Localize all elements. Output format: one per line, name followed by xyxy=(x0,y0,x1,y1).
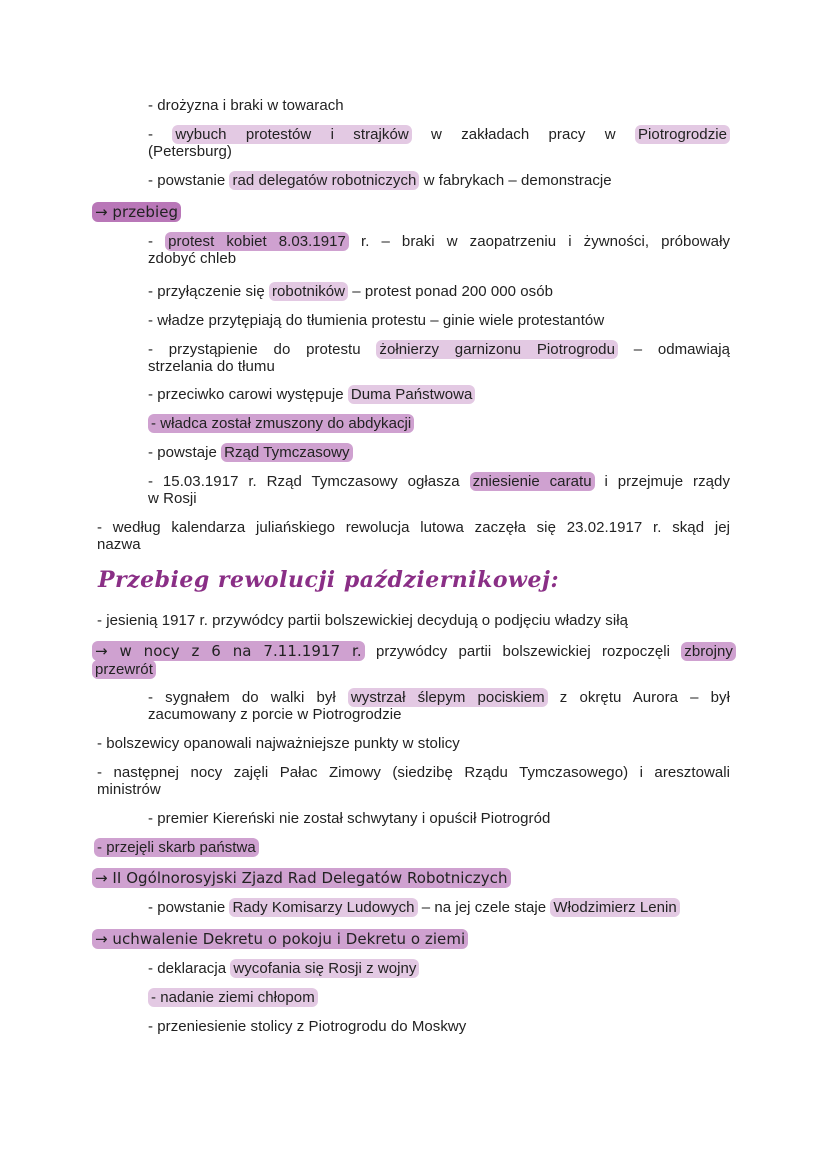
note-line xyxy=(148,960,419,977)
note-line xyxy=(148,97,344,114)
note-text: - jesienią 1917 r. przywódcy partii bolszewickiej decydują o podjęciu władzy siłą xyxy=(97,612,628,629)
note-line xyxy=(148,341,730,358)
note-line xyxy=(148,312,604,329)
highlight: zniesienie caratu xyxy=(470,472,595,491)
note-text: przywódcy partii bolszewickiej rozpoczęli xyxy=(364,643,682,660)
note-line xyxy=(148,415,414,432)
note-text: - następnej nocy zajęli Pałac Zimowy (siedzibę Rządu Tymczasowego) i aresztowali xyxy=(97,764,730,781)
note-text: – odmawiają xyxy=(617,341,730,358)
note-line xyxy=(148,126,730,143)
note-text: - przyłączenie się xyxy=(148,283,269,300)
highlight: - władca został zmuszony do abdykacji xyxy=(148,414,414,433)
highlight: zbrojny xyxy=(681,642,736,661)
section-heading: Przebieg rewolucji październikowej: xyxy=(98,567,560,593)
note-text: - deklaracja xyxy=(148,960,231,977)
note-text: - bolszewicy opanowali najważniejsze punkty w stolicy xyxy=(97,735,460,752)
note-line xyxy=(148,1018,466,1035)
highlight: Piotrogrodzie xyxy=(635,125,730,144)
note-line xyxy=(148,706,402,723)
note-text: zdobyć chleb xyxy=(148,250,237,267)
note-text: w Rosji xyxy=(148,490,197,507)
highlight: Rząd Tymczasowy xyxy=(221,443,353,462)
highlight: Duma Państwowa xyxy=(348,385,476,404)
note-line xyxy=(94,839,259,856)
note-line xyxy=(97,536,141,553)
note-line xyxy=(97,519,730,536)
highlight: → uchwalenie Dekretu o pokoju i Dekretu o ziemi xyxy=(92,929,468,949)
note-line xyxy=(148,358,275,375)
note-text: - premier Kiereński nie został schwytany i opuścił Piotrogród xyxy=(148,810,551,827)
highlight: Włodzimierz Lenin xyxy=(550,898,679,917)
note-text: i przejmuje rządy xyxy=(594,473,730,490)
note-text: r. – braki w zaopatrzeniu i żywności, próbowały xyxy=(348,233,731,250)
highlight: → przebieg xyxy=(92,202,181,222)
note-text: strzelania do tłumu xyxy=(148,358,275,375)
highlight: - nadanie ziemi chłopom xyxy=(148,988,318,1007)
note-text: nazwa xyxy=(97,536,141,553)
note-line xyxy=(92,643,736,660)
note-text: - 15.03.1917 r. Rząd Tymczasowy ogłasza xyxy=(148,473,470,490)
highlight: robotników xyxy=(269,282,348,301)
note-line xyxy=(148,250,236,267)
note-text: ministrów xyxy=(97,781,161,798)
highlight: - przejęli skarb państwa xyxy=(94,838,259,857)
note-text: zacumowany z porcie w Piotrogrodzie xyxy=(148,706,402,723)
highlight: wystrzał ślepym pociskiem xyxy=(348,688,548,707)
note-text: z okrętu Aurora – był xyxy=(547,689,730,706)
highlight: Rady Komisarzy Ludowych xyxy=(229,898,417,917)
note-line xyxy=(148,490,197,507)
note-line xyxy=(148,899,680,916)
note-line xyxy=(148,172,612,189)
note-text: - sygnałem do walki był xyxy=(148,689,348,706)
note-text: - powstanie xyxy=(148,899,230,916)
note-line xyxy=(97,735,460,752)
note-line xyxy=(92,661,156,678)
section-marker xyxy=(92,204,181,221)
note-text: - przeniesienie stolicy z Piotrogrodu do Moskwy xyxy=(148,1018,467,1035)
note-line xyxy=(148,810,550,827)
highlight: → w nocy z 6 na 7.11.1917 r. xyxy=(92,641,365,661)
note-line xyxy=(97,781,161,798)
section-marker xyxy=(92,870,511,887)
note-text: - powstanie xyxy=(148,172,230,189)
highlight: rad delegatów robotniczych xyxy=(229,171,419,190)
note-text: – protest ponad 200 000 osób xyxy=(348,283,553,300)
note-line xyxy=(148,233,730,250)
note-text: - powstaje xyxy=(148,444,222,461)
note-text: w zakładach pracy w xyxy=(411,126,635,143)
note-line xyxy=(148,386,475,403)
note-text: - xyxy=(148,126,173,143)
note-text: - przeciwko carowi występuje xyxy=(148,386,348,403)
highlight: wycofania się Rosji z wojny xyxy=(230,959,419,978)
highlight: protest kobiet 8.03.1917 xyxy=(165,232,349,251)
note-text: - władze przytępiają do tłumienia protestu – ginie wiele protestantów xyxy=(148,312,605,329)
note-text: – na jej czele staje xyxy=(417,899,551,916)
note-line xyxy=(148,473,730,490)
note-line xyxy=(148,989,318,1006)
section-marker xyxy=(92,931,468,948)
highlight: wybuch protestów i strajków xyxy=(172,125,411,144)
note-line xyxy=(148,283,553,300)
note-text: w fabrykach – demonstracje xyxy=(419,172,612,189)
note-text: - drożyzna i braki w towarach xyxy=(148,97,344,114)
note-line xyxy=(97,612,628,629)
note-line xyxy=(148,444,353,461)
note-line xyxy=(148,143,232,160)
note-line xyxy=(97,764,730,781)
note-text: - według kalendarza juliańskiego rewolucja lutowa zaczęła się 23.02.1917 r. skąd jej xyxy=(97,519,730,536)
highlight: przewrót xyxy=(92,660,156,679)
highlight: żołnierzy garnizonu Piotrogrodu xyxy=(376,340,618,359)
highlight: → II Ogólnorosyjski Zjazd Rad Delegatów Robotniczych xyxy=(92,868,511,888)
note-text: - przystąpienie do protestu xyxy=(148,341,377,358)
note-text: (Petersburg) xyxy=(148,143,232,160)
note-line xyxy=(148,689,730,706)
note-text: - xyxy=(148,233,166,250)
